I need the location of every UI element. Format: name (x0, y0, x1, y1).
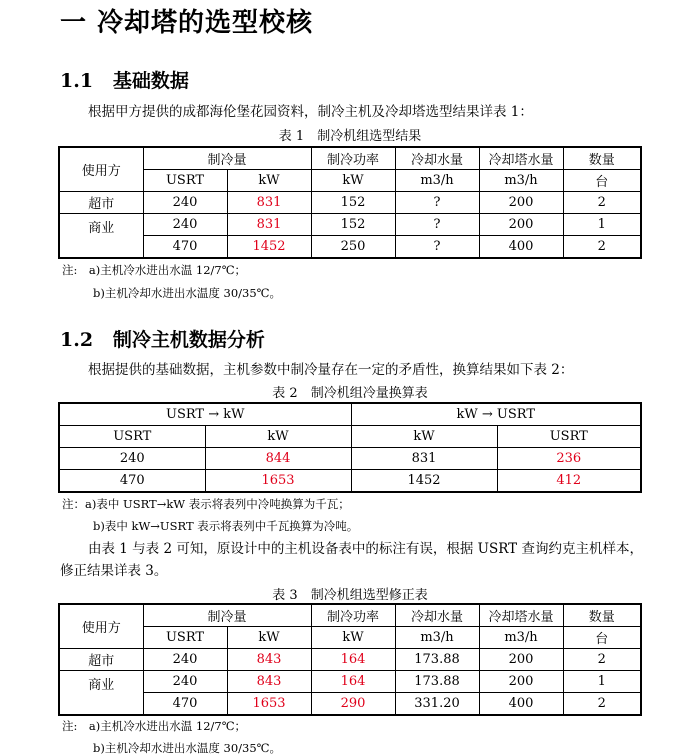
table2-subheader: USRT (497, 426, 641, 448)
table-cell: 240 (59, 448, 205, 470)
table3-unit: kW (311, 627, 395, 649)
table-cell: 1653 (227, 693, 311, 716)
table-cell: 240 (143, 192, 227, 214)
table-cell: 240 (143, 671, 227, 693)
table-cell: 173.88 (395, 649, 479, 671)
table-cell: 200 (479, 192, 563, 214)
table-cell: 400 (479, 236, 563, 259)
table-cell: ? (395, 192, 479, 214)
table-cell: 412 (497, 470, 641, 493)
table1-note-a: 注: a)主机冷水进出水温 12/7℃； (62, 263, 247, 277)
table1-header-qty: 数量 (563, 147, 641, 170)
table-cell: 2 (563, 649, 641, 671)
table3-header-power: 制冷功率 (311, 604, 395, 627)
table2-note-a: 注：a)表中 USRT→kW 表示将表列中冷吨换算为千瓦； (62, 497, 350, 511)
table-cell: 164 (311, 671, 395, 693)
table1-caption: 表 1 制冷机组选型结果 (278, 129, 422, 144)
table-cell: 240 (143, 214, 227, 236)
table1-header-user: 使用方 (59, 147, 143, 192)
table1-header-capacity: 制冷量 (143, 147, 311, 170)
table-row (59, 236, 641, 259)
table-cell: 1 (563, 214, 641, 236)
page-title: 一 冷却塔的选型校核 (60, 8, 314, 38)
table3 (58, 603, 642, 716)
table3-note-a: 注: a)主机冷水进出水温 12/7℃； (62, 719, 247, 733)
table-row (59, 192, 641, 214)
table-cell: 843 (227, 649, 311, 671)
table-cell: 831 (227, 192, 311, 214)
table2-group-kw-to-usrt: kW → USRT (351, 403, 641, 426)
table-cell: 844 (205, 448, 351, 470)
table1-header-cooling-water: 冷却水量 (395, 147, 479, 170)
table-cell: 152 (311, 214, 395, 236)
table3-note-b: b)主机冷却水进出水温度 30/35℃。 (93, 741, 282, 755)
table-cell: 173.88 (395, 671, 479, 693)
table-cell: 1452 (351, 470, 497, 493)
section-heading-1-2: 1.2 制冷主机数据分析 (60, 329, 265, 351)
section-1-1-intro: 根据甲方提供的成都海伦堡花园资料，制冷主机及冷却塔选型结果详表 1： (88, 104, 533, 120)
table-cell: 843 (227, 671, 311, 693)
table3-unit: m3/h (395, 627, 479, 649)
table-cell: 400 (479, 693, 563, 716)
table-cell: 164 (311, 649, 395, 671)
table-cell: 1653 (205, 470, 351, 493)
table-cell: 200 (479, 671, 563, 693)
table-cell: 250 (311, 236, 395, 259)
table-cell: 831 (227, 214, 311, 236)
table-cell: 2 (563, 236, 641, 259)
table2-subheader: kW (205, 426, 351, 448)
table-cell: ? (395, 236, 479, 259)
table2-caption: 表 2 制冷机组冷量换算表 (272, 386, 428, 401)
table-row (59, 214, 641, 236)
table3-caption: 表 3 制冷机组选型修正表 (272, 588, 428, 603)
table-cell: 商业 (59, 214, 143, 259)
table2-subheader: kW (351, 426, 497, 448)
table-cell: 290 (311, 693, 395, 716)
table3-unit: m3/h (479, 627, 563, 649)
table1-unit: m3/h (395, 170, 479, 192)
table1-unit: kW (311, 170, 395, 192)
table-cell: 470 (143, 236, 227, 259)
table3-header-tower-water: 冷却塔水量 (479, 604, 563, 627)
table3-header-qty: 数量 (563, 604, 641, 627)
table1 (58, 146, 642, 259)
table-cell: 1 (563, 671, 641, 693)
table-row (59, 671, 641, 693)
table-cell: 商业 (59, 671, 143, 716)
table-cell: ? (395, 214, 479, 236)
table-row (59, 448, 641, 470)
table2-group-usrt-to-kw: USRT → kW (59, 403, 351, 426)
table-cell: 超市 (59, 649, 143, 671)
table3-header-cooling-water: 冷却水量 (395, 604, 479, 627)
table-cell: 超市 (59, 192, 143, 214)
table1-unit: 台 (563, 170, 641, 192)
table-cell: 2 (563, 693, 641, 716)
table1-unit: kW (227, 170, 311, 192)
table-cell: 331.20 (395, 693, 479, 716)
table1-note-b: b)主机冷却水进出水温度 30/35℃。 (93, 286, 282, 300)
table3-unit: USRT (143, 627, 227, 649)
table-cell: 470 (143, 693, 227, 716)
table-cell: 2 (563, 192, 641, 214)
table-cell: 240 (143, 649, 227, 671)
table-cell: 152 (311, 192, 395, 214)
table1-header-power: 制冷功率 (311, 147, 395, 170)
table-cell: 200 (479, 649, 563, 671)
table1-header-tower-water: 冷却塔水量 (479, 147, 563, 170)
table3-unit: 台 (563, 627, 641, 649)
section-heading-1-1: 1.1 基础数据 (60, 70, 189, 92)
table-cell: 831 (351, 448, 497, 470)
table2 (58, 402, 642, 493)
table1-unit: USRT (143, 170, 227, 192)
table1-unit: m3/h (479, 170, 563, 192)
table-cell: 236 (497, 448, 641, 470)
table3-header-capacity: 制冷量 (143, 604, 311, 627)
table2-subheader: USRT (59, 426, 205, 448)
table-cell: 200 (479, 214, 563, 236)
table-row (59, 693, 641, 716)
table-cell: 1452 (227, 236, 311, 259)
table-row (59, 649, 641, 671)
table2-note-b: b)表中 kW→USRT 表示将表列中千瓦换算为冷吨。 (93, 519, 359, 533)
table-cell: 470 (59, 470, 205, 493)
table3-header-user: 使用方 (59, 604, 143, 649)
analysis-paragraph: 由表 1 与表 2 可知，原设计中的主机设备表中的标注有误，根据 USRT 查询约克主机样本，修正结果详表 3。 (60, 541, 643, 579)
table-row (59, 470, 641, 493)
table3-unit: kW (227, 627, 311, 649)
section-1-2-intro: 根据提供的基础数据，主机参数中制冷量存在一定的矛盾性，换算结果如下表 2： (88, 362, 574, 378)
